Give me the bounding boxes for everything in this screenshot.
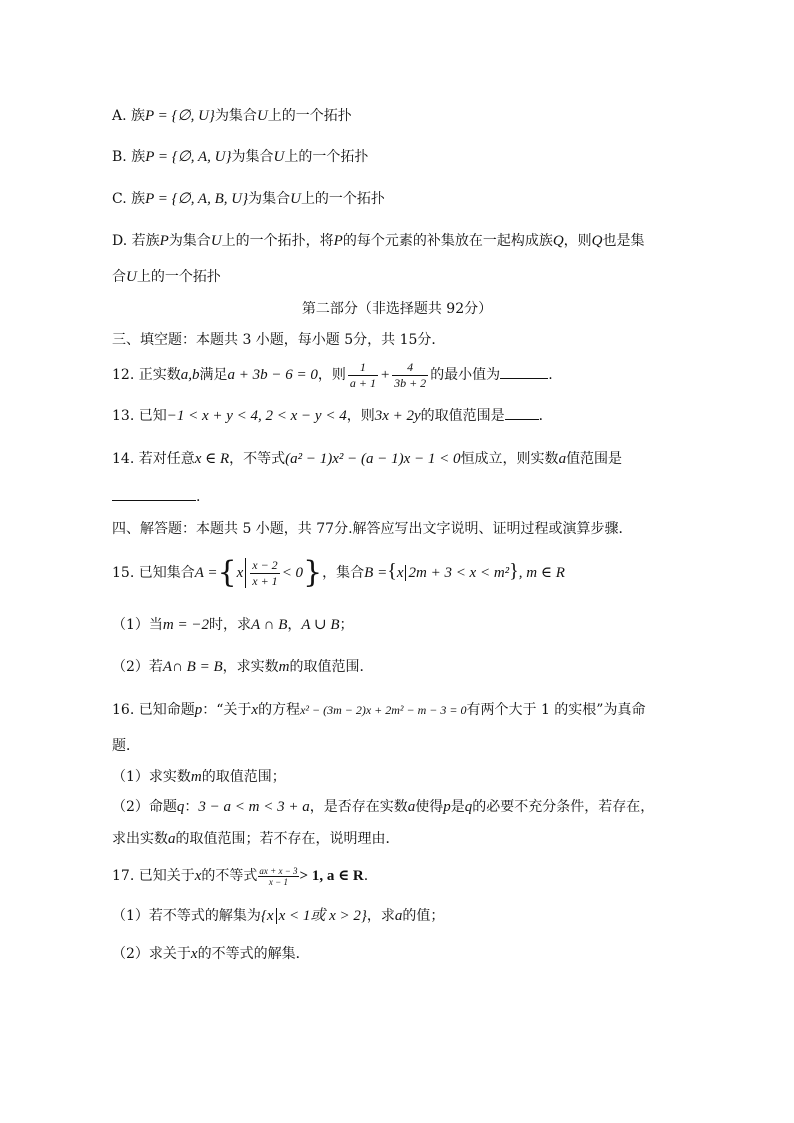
- right-brace-icon: }: [303, 555, 323, 590]
- set-bar: [405, 565, 406, 581]
- question-16-part2: [112, 797, 654, 817]
- math-expr: A ∩ B: [251, 617, 288, 633]
- math-expr: U: [256, 108, 268, 124]
- question-text: 已知: [138, 408, 167, 424]
- option-text: 为集合: [214, 108, 257, 124]
- question-text: ，集合: [322, 565, 365, 581]
- math-expr: x: [251, 702, 259, 718]
- question-text: 的取值范围．: [289, 659, 374, 675]
- option-text: 上的一个拓扑: [136, 269, 221, 285]
- question-16-part1: [112, 767, 286, 787]
- math-expr: x: [194, 868, 202, 884]
- answer-blank[interactable]: [112, 488, 196, 501]
- set-bar: [276, 908, 277, 924]
- question-number: 14.: [112, 451, 135, 467]
- fraction-numerator: ax + x − 3: [259, 865, 298, 876]
- question-text: ，: [287, 617, 302, 633]
- math-expr: m: [190, 769, 202, 785]
- math-expr: Q: [591, 233, 603, 249]
- question-15: [112, 551, 565, 593]
- math-expr: x: [236, 565, 244, 581]
- question-text: 的最小值为: [430, 367, 501, 383]
- option-b: [112, 147, 368, 167]
- math-expr: P = {∅, A, U}: [145, 149, 232, 165]
- option-text: 上的一个拓扑，将: [221, 233, 334, 249]
- math-expr: a: [407, 799, 416, 815]
- question-text: ，则: [346, 408, 375, 424]
- option-text: 的每个元素的补集放在一起构成族: [342, 233, 553, 249]
- answer-blank[interactable]: [500, 366, 548, 379]
- math-expr: 3x + 2y: [374, 408, 421, 424]
- question-text: 时，求: [209, 617, 251, 633]
- fraction-numerator: 1: [348, 360, 378, 376]
- math-expr: U: [126, 269, 137, 285]
- question-text: 已知关于: [138, 868, 195, 884]
- question-15-part1: [112, 615, 354, 635]
- math-expr: x: [190, 946, 198, 962]
- question-text: 的必要不充分条件，若存在，: [472, 799, 655, 815]
- left-brace-icon: {: [217, 555, 237, 590]
- question-text: ，求实数: [222, 659, 279, 675]
- option-label: A.: [112, 108, 127, 124]
- question-17-part2: [112, 944, 310, 964]
- question-14: [112, 449, 622, 469]
- fraction-numerator: x − 2: [252, 557, 278, 572]
- question-number: 17.: [112, 868, 135, 884]
- question-number: 16.: [112, 702, 135, 718]
- question-text: .: [196, 489, 201, 505]
- fraction: [250, 558, 279, 589]
- question-text: （2）若: [112, 659, 163, 675]
- fraction-denominator: x + 1: [252, 573, 278, 588]
- question-text: 的取值范围是: [420, 408, 505, 424]
- fraction: [258, 866, 298, 887]
- question-text: 正实数: [138, 367, 181, 383]
- option-label: B.: [112, 149, 127, 165]
- math-expr: , m ∈ R: [518, 565, 565, 581]
- math-expr: U: [273, 149, 285, 165]
- option-text: 上的一个拓扑: [267, 108, 352, 124]
- math-expr: a: [558, 451, 567, 467]
- fraction-numerator: 4: [392, 360, 428, 376]
- fraction: [348, 360, 378, 391]
- math-expr: 2m + 3 < x < m²: [408, 565, 510, 581]
- option-text: 也是集: [602, 233, 645, 249]
- part2-title: 第二部分（非选择题共 92分）: [301, 301, 493, 317]
- question-text: .: [548, 367, 553, 383]
- math-expr: A ∪ B: [301, 617, 340, 633]
- question-text: 值范围是: [566, 451, 623, 467]
- math-expr: q: [464, 799, 473, 815]
- question-text: ，是否存在实数: [309, 799, 408, 815]
- question-text: （1）求实数: [112, 769, 191, 785]
- question-text: 若对任意: [138, 451, 195, 467]
- question-text: 的方程: [258, 702, 301, 718]
- math-expr: U: [210, 233, 222, 249]
- math-expr: Q: [552, 233, 564, 249]
- question-text: 使得: [415, 799, 444, 815]
- question-text: 满足: [199, 367, 228, 383]
- math-expr: x² − (3m − 2)x + 2m² − m − 3 = 0: [300, 703, 467, 717]
- option-text: 为集合: [231, 149, 274, 165]
- question-16-line2: 题．: [112, 738, 140, 754]
- math-expr: p: [194, 702, 203, 718]
- math-expr: −1 < x + y < 4, 2 < x − y < 4: [166, 408, 347, 424]
- option-text: 上的一个拓扑: [284, 149, 369, 165]
- right-brace-icon: }: [509, 560, 519, 582]
- left-brace-icon: {: [387, 560, 397, 582]
- math-expr: x < 1或 x > 2}: [278, 908, 367, 924]
- math-expr: < 0: [281, 565, 304, 581]
- math-expr: P: [333, 233, 343, 249]
- option-d-line2: [112, 267, 221, 287]
- math-expr: B =: [364, 565, 388, 581]
- question-15-part2: [112, 657, 373, 677]
- question-text: ，不等式: [229, 451, 286, 467]
- question-number: 12.: [112, 367, 135, 383]
- question-text: 的不等式的解集．: [197, 946, 310, 962]
- option-label: C.: [112, 191, 127, 207]
- option-text: 为集合: [168, 233, 211, 249]
- fraction-denominator: 3b + 2: [394, 375, 427, 390]
- math-expr: (a² − 1)x² − (a − 1)x − 1 < 0: [285, 451, 461, 467]
- fraction: [392, 360, 428, 391]
- fraction-denominator: a + 1: [349, 375, 376, 390]
- question-number: 15.: [112, 565, 135, 581]
- math-expr: a + 3b − 6 = 0: [227, 367, 318, 383]
- question-17-part1: [112, 906, 444, 926]
- question-text: 的值；: [402, 908, 445, 924]
- question-text: 求出实数: [112, 831, 168, 847]
- math-expr: a: [168, 831, 176, 847]
- question-text: 有两个大于 1 的实根”为真命: [466, 702, 646, 718]
- option-text: 族: [131, 108, 146, 124]
- option-text: 上的一个拓扑: [300, 191, 385, 207]
- question-text: （2）命题: [112, 799, 177, 815]
- option-text: 族: [131, 191, 146, 207]
- math-expr: +: [379, 367, 391, 383]
- math-expr: A∩ B = B: [162, 659, 223, 675]
- math-expr: U: [290, 191, 301, 207]
- math-expr: 3 − a < m < 3 + a: [198, 799, 310, 815]
- question-text: 是: [450, 799, 465, 815]
- question-14-blank-line: [112, 487, 200, 507]
- math-expr: P = {∅, U}: [145, 108, 215, 124]
- fraction-denominator: x − 1: [268, 876, 288, 887]
- option-text: 为集合: [248, 191, 291, 207]
- question-text: 已知命题: [138, 702, 195, 718]
- option-label: D.: [112, 233, 128, 249]
- set-bar: [245, 558, 246, 588]
- question-text: ：“关于: [202, 702, 252, 718]
- option-c: [112, 189, 385, 209]
- math-expr: m: [278, 659, 290, 675]
- question-text: 的不等式: [201, 868, 258, 884]
- question-text: 的取值范围；若不存在，说明理由．: [175, 831, 400, 847]
- option-text: 族: [131, 149, 146, 165]
- question-text: （1）若不等式的解集为: [112, 908, 261, 924]
- math-expr: p: [443, 799, 451, 815]
- question-16: [112, 700, 645, 720]
- math-expr: A =: [194, 565, 218, 581]
- question-12: [112, 358, 553, 392]
- question-text: ：: [184, 799, 199, 815]
- math-expr: P = {∅, A, B, U}: [145, 191, 249, 207]
- question-text: ，则: [317, 367, 346, 383]
- option-a: [112, 106, 352, 126]
- math-expr: P: [159, 233, 169, 249]
- question-text: .: [363, 868, 369, 884]
- answer-blank[interactable]: [505, 407, 539, 420]
- question-16-part2-line2: [112, 829, 400, 849]
- math-expr: > 1, a ∈ R: [299, 868, 364, 884]
- math-expr: {x: [260, 908, 274, 924]
- math-expr: x ∈ R: [194, 451, 230, 467]
- option-d: [112, 231, 645, 251]
- question-number: 13.: [112, 408, 135, 424]
- option-text: 若族: [131, 233, 160, 249]
- math-expr: a,b: [180, 367, 200, 383]
- question-17: [112, 862, 368, 890]
- question-text: 恒成立，则实数: [460, 451, 559, 467]
- question-text: 已知集合: [138, 565, 195, 581]
- question-text: （1）当: [112, 617, 163, 633]
- math-expr: x: [396, 565, 404, 581]
- question-text: 的取值范围；: [201, 769, 286, 785]
- math-expr: a: [394, 908, 403, 924]
- math-expr: q: [176, 799, 185, 815]
- section4-heading: 四、解答题：本题共 5 小题，共 77分.解答应写出文字说明、证明过程或演算步骤．: [112, 521, 633, 537]
- math-expr: m = −2: [162, 617, 209, 633]
- question-text: ，求: [366, 908, 395, 924]
- option-text: 合: [112, 269, 126, 285]
- question-13: [112, 406, 553, 426]
- section3-heading: 三、填空题：本题共 3 小题，每小题 5分，共 15分．: [112, 332, 446, 348]
- question-text: ；: [339, 617, 354, 633]
- option-text: ，则: [563, 233, 592, 249]
- question-text: （2）求关于: [112, 946, 191, 962]
- question-text: ．: [538, 408, 553, 424]
